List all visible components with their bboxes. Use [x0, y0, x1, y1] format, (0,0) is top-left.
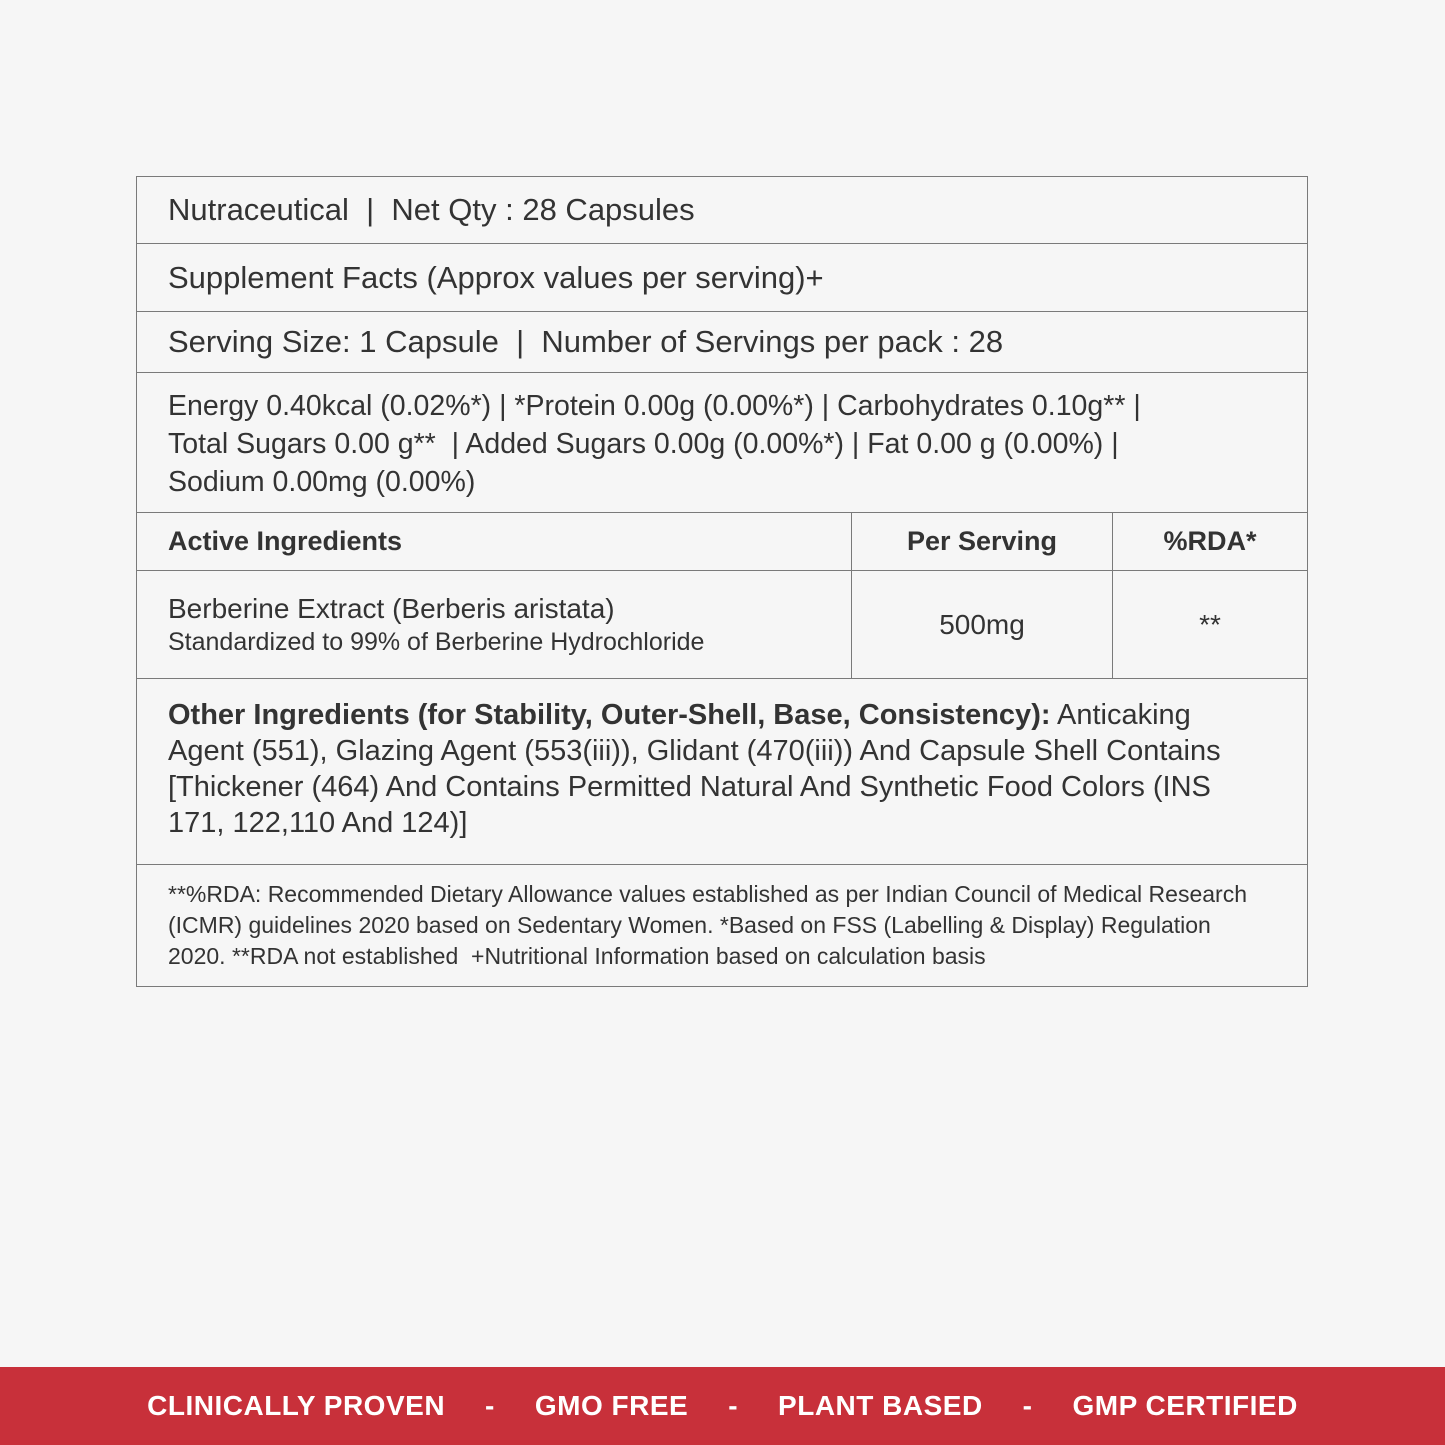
serving-row: [137, 312, 1307, 373]
rda-value: **: [1112, 571, 1307, 678]
footnote-text: **%RDA: Recommended Dietary Allowance values established as per Indian Council of Medical Research (ICMR) guidelines 2020 based on Sedentary Women. *Based on FSS (Labelling & Display) Regulation 2020. **RDA not established +Nutritional Information based on calculation basis: [168, 881, 1254, 969]
ingredient-detail: Standardized to 99% of Berberine Hydrochloride: [168, 627, 705, 656]
header-active-ingredients: Active Ingredients: [168, 526, 403, 556]
banner-separator: -: [728, 1390, 739, 1421]
banner-separator: -: [485, 1390, 495, 1421]
serving-text: Serving Size: 1 Capsule | Number of Servings per pack : 28: [168, 324, 1004, 359]
ingredient-cell: [137, 571, 851, 678]
claim-plant-based: PLANT BASED: [778, 1390, 983, 1421]
other-ingredients-text: Anticaking Agent (551), Glazing Agent (553(iii)), Glidant (470(iii)) And Capsule Shell Contains [Thickener (464) And Contains Permitted Natural And Synthetic Food Colors (INS 171, 122,110 And 124)]: [168, 699, 1221, 839]
other-ingredients-row: [137, 679, 1307, 865]
ingredient-name: Berberine Extract (Berberis aristata): [168, 592, 615, 624]
other-ingredients-label: Other Ingredients (for Stability, Outer-Shell, Base, Consistency):: [168, 699, 1051, 731]
table-row: [137, 571, 1307, 679]
net-qty-row: [137, 177, 1307, 244]
header-per-serving: Per Serving: [851, 513, 1112, 570]
net-qty-text: Nutraceutical | Net Qty : 28 Capsules: [168, 192, 695, 227]
nutrition-line-2: Total Sugars 0.00 g** | Added Sugars 0.00g (0.00%*) | Fat 0.00 g (0.00%) |: [168, 428, 1119, 460]
nutrition-line-1: Energy 0.40kcal (0.02%*) | *Protein 0.00g (0.00%*) | Carbohydrates 0.10g** |: [168, 390, 1141, 422]
claim-gmp-certified: GMP CERTIFIED: [1072, 1390, 1298, 1421]
ingredients-table-header: [137, 513, 1307, 571]
footnote-row: [137, 865, 1307, 986]
supplement-facts-title: Supplement Facts (Approx values per serving)+: [168, 259, 824, 295]
supplement-facts-panel: [136, 176, 1308, 987]
nutrition-values-row: [137, 373, 1307, 513]
per-serving-value: 500mg: [851, 571, 1112, 678]
claims-banner: [0, 1367, 1445, 1445]
claim-clinically-proven: CLINICALLY PROVEN: [147, 1390, 446, 1421]
claim-gmo-free: GMO FREE: [534, 1390, 689, 1421]
supplement-facts-row: [137, 244, 1307, 312]
nutrition-line-3: Sodium 0.00mg (0.00%): [168, 466, 476, 498]
banner-separator: -: [1022, 1390, 1033, 1421]
header-rda: %RDA*: [1112, 513, 1307, 570]
